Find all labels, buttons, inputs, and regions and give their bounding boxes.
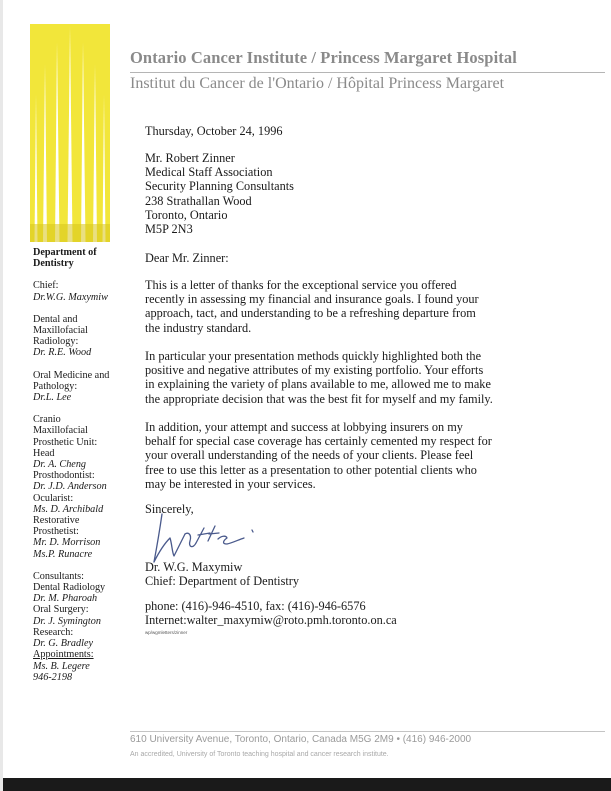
section-spacer bbox=[33, 403, 128, 414]
salutation: Dear Mr. Zinner: bbox=[145, 251, 229, 265]
staff-name: Dr. A. Cheng bbox=[33, 459, 87, 471]
scan-left-edge bbox=[0, 0, 3, 791]
address-line: Toronto, Ontario bbox=[145, 207, 228, 222]
staff-role: Head bbox=[33, 447, 55, 459]
department-line: Department of bbox=[33, 247, 97, 258]
staff-name: Dr.L. Lee bbox=[33, 392, 72, 404]
paragraph-line: This is a letter of thanks for the exceptional service you offered bbox=[145, 278, 457, 292]
scan-edge bbox=[0, 778, 611, 791]
section-spacer bbox=[33, 359, 128, 370]
footer-divider bbox=[130, 731, 605, 732]
staff-name: Ms.P. Runacre bbox=[33, 548, 93, 560]
contact-info bbox=[145, 599, 575, 627]
paragraph-line: approach, tact, and understanding to be a refreshing departure from bbox=[145, 306, 476, 321]
recipient-address bbox=[145, 151, 575, 236]
staff-name: Ms. B. Legere bbox=[33, 660, 90, 672]
footer-address: 610 University Avenue, Toronto, Ontario, Canada M5G 2M9 • (416) 946-2000 bbox=[130, 734, 472, 745]
paragraph-line: In particular your presentation methods quickly highlighted both the bbox=[145, 349, 482, 363]
paragraph-line: the industry standard. bbox=[145, 320, 252, 335]
staff-role: Pathology: bbox=[33, 380, 78, 392]
staff-name: Dr. J.D. Anderson bbox=[33, 481, 107, 493]
signature-block bbox=[145, 560, 575, 588]
staff-role: Consultants: bbox=[33, 570, 84, 582]
staff-section bbox=[33, 370, 128, 404]
paragraph-line: positive and negative attributes of my existing portfolio. Your efforts bbox=[145, 363, 484, 378]
phone-fax: phone: (416)-946-4510, fax: (416)-946-6576 bbox=[145, 599, 366, 613]
address-line: Security Planning Consultants bbox=[145, 179, 294, 194]
section-spacer bbox=[33, 560, 128, 571]
paragraph-line: your overall understanding of the needs of your clients. Please feel bbox=[145, 448, 474, 463]
staff-name: 946-2198 bbox=[33, 671, 73, 683]
section-spacer bbox=[33, 303, 128, 314]
department-line: Dentistry bbox=[33, 258, 74, 270]
staff-name: Ms. D. Archibald bbox=[33, 503, 104, 515]
staff-role: Dental and bbox=[33, 313, 78, 325]
paragraph-line: behalf for special case coverage has certainly cemented my respect for bbox=[145, 434, 492, 449]
staff-role: Ocularist: bbox=[33, 492, 74, 504]
staff-role: Appointments: bbox=[33, 649, 94, 661]
staff-role: Oral Surgery: bbox=[33, 604, 89, 616]
staff-role: Maxillofacial bbox=[33, 325, 88, 337]
staff-role: Prosthetic Unit: bbox=[33, 436, 98, 448]
staff-name: Dr. J. Symington bbox=[33, 615, 101, 627]
paragraph-line: recently in assessing my financial and insurance goals. I found your bbox=[145, 292, 479, 307]
staff-role: Chief: bbox=[33, 280, 59, 292]
paragraph-lobbying bbox=[145, 420, 575, 491]
department-sidebar bbox=[33, 247, 128, 683]
paragraph-presentation bbox=[145, 349, 575, 406]
letter-date: Thursday, October 24, 1996 bbox=[145, 124, 283, 138]
footer-tagline: An accredited, University of Toronto teaching hospital and cancer research institute. bbox=[130, 751, 389, 758]
handwritten-signature bbox=[148, 508, 258, 566]
paragraph-line: the appropriate decision that was the best fit for myself and my family. bbox=[145, 391, 493, 406]
staff-role: Prosthetist: bbox=[33, 526, 79, 538]
staff-name: Dr. G. Bradley bbox=[33, 638, 93, 650]
staff-section bbox=[33, 280, 128, 302]
section-spacer bbox=[33, 269, 128, 280]
header-institute-english: Ontario Cancer Institute / Princess Margaret Hospital bbox=[130, 48, 517, 67]
header-divider bbox=[130, 72, 605, 73]
staff-list bbox=[33, 269, 128, 683]
staff-name: Mr. D. Morrison bbox=[33, 537, 101, 549]
staff-role: Restorative bbox=[33, 515, 80, 527]
staff-role: Research: bbox=[33, 626, 74, 638]
address-line: M5P 2N3 bbox=[145, 222, 193, 237]
staff-role: Dental Radiology bbox=[33, 582, 106, 594]
address-line: 238 Strathallan Wood bbox=[145, 193, 252, 208]
signer-name: Dr. W.G. Maxymiw bbox=[145, 560, 243, 574]
address-line: Mr. Robert Zinner bbox=[145, 151, 235, 165]
paragraph-thanks bbox=[145, 278, 575, 335]
staff-role: Maxillofacial bbox=[33, 425, 88, 437]
staff-role: Prosthodontist: bbox=[33, 470, 95, 482]
staff-name: Dr. M. Pharoah bbox=[33, 593, 98, 605]
staff-section bbox=[33, 414, 128, 560]
file-reference: wp/wgmletters/zinner bbox=[145, 630, 188, 635]
header-institute-french: Institut du Cancer de l'Ontario / Hôpital Princess Margaret bbox=[130, 75, 505, 92]
hospital-logo bbox=[30, 24, 110, 242]
staff-role: Radiology: bbox=[33, 336, 79, 348]
signer-title: Chief: Department of Dentistry bbox=[145, 574, 300, 589]
address-line: Medical Staff Association bbox=[145, 165, 273, 180]
staff-name: Dr. R.E. Wood bbox=[33, 347, 92, 359]
staff-role: Oral Medicine and bbox=[33, 369, 110, 381]
paragraph-line: in explaining the variety of plans available to me, allowed me to make bbox=[145, 377, 491, 392]
staff-section bbox=[33, 571, 128, 683]
staff-role: Cranio bbox=[33, 414, 61, 426]
email-address: Internet:walter_maxymiw@roto.pmh.toronto.on.ca bbox=[145, 613, 397, 628]
paragraph-line: free to use this letter as a presentation to other potential clients who bbox=[145, 462, 477, 477]
closing: Sincerely, bbox=[145, 502, 194, 516]
paragraph-line: may be interested in your services. bbox=[145, 476, 316, 491]
staff-name: Dr.W.G. Maxymiw bbox=[33, 291, 108, 303]
department-title bbox=[33, 247, 128, 269]
staff-section bbox=[33, 314, 128, 359]
paragraph-line: In addition, your attempt and success at lobbying insurers on my bbox=[145, 420, 463, 434]
